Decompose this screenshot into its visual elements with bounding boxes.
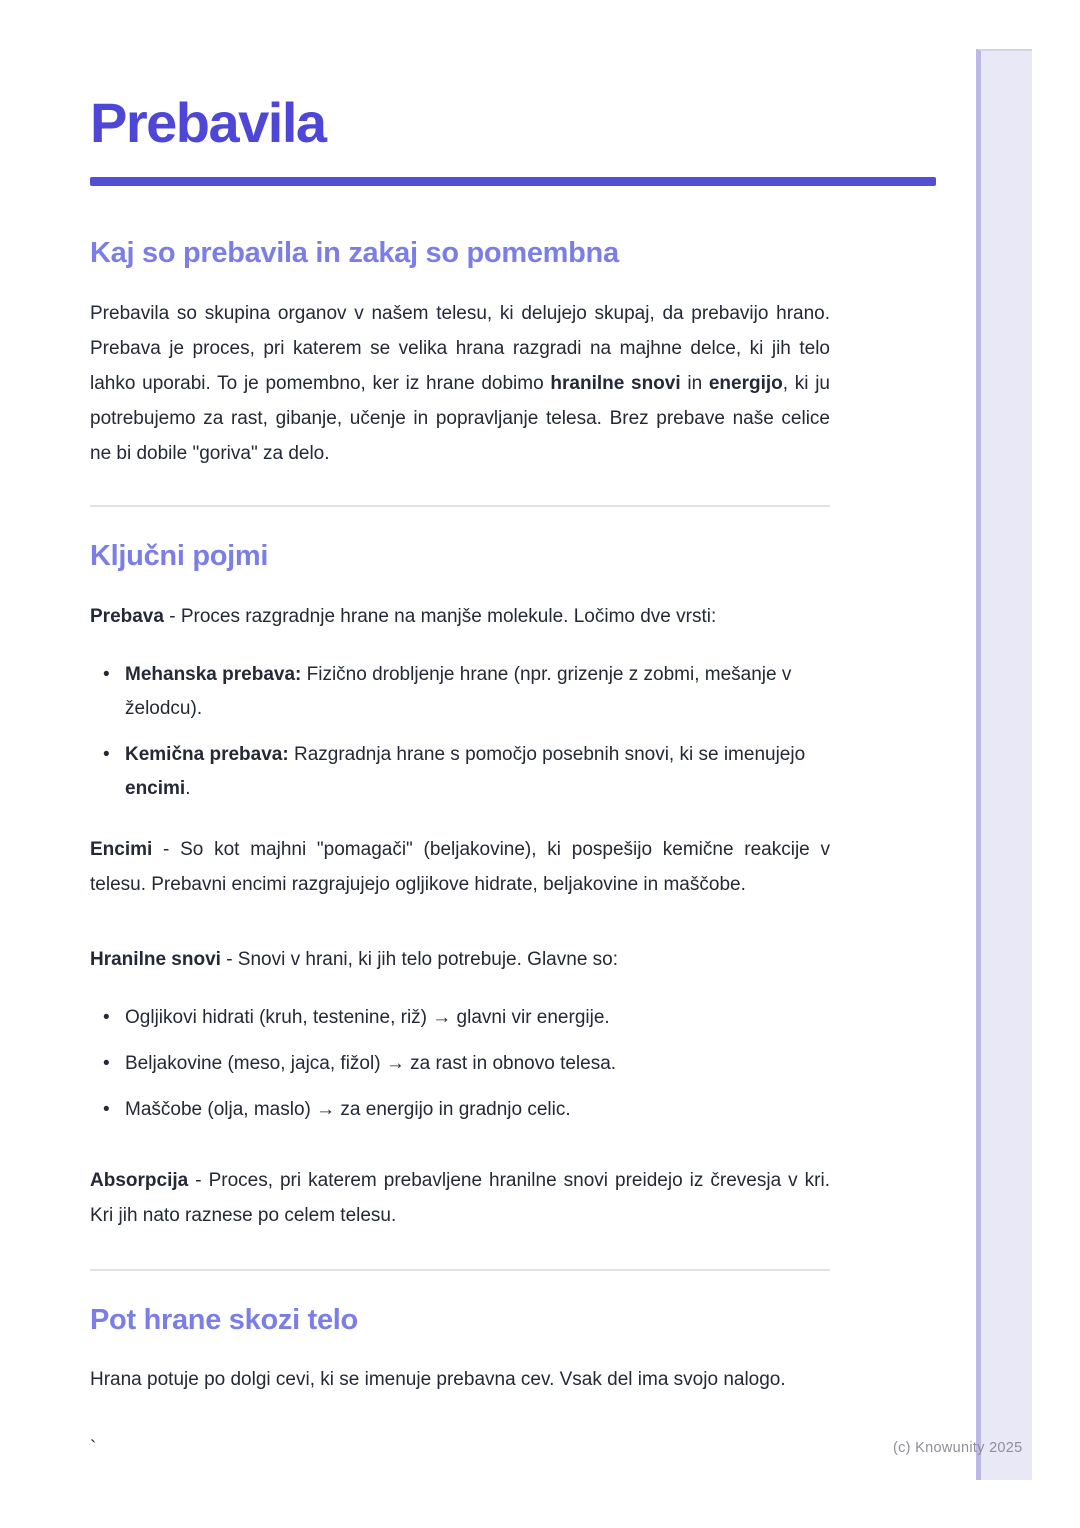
term-energijo-inline: energijo: [708, 372, 783, 394]
page-edge-strip: [976, 49, 1032, 1480]
term-kemicna-prebava: Kemična prebava:: [125, 743, 289, 765]
list-item-text: Maščobe (olja, maslo) → za energijo in gradnjo celic.: [125, 1098, 571, 1120]
document-page: [90, 0, 830, 1459]
list-item-kemicna-prebava: [125, 738, 830, 806]
nutrients-list: [90, 1001, 830, 1127]
term-hranilne-snovi-inline: hranilne snovi: [550, 372, 681, 394]
definition-text: - Snovi v hrani, ki jih telo potrebuje. Glavne so:: [220, 948, 619, 970]
section-heading-key-terms: Ključni pojmi: [90, 539, 269, 572]
definition-encimi: [90, 832, 830, 902]
section-divider: [90, 505, 830, 507]
list-item-text: Razgradnja hrane s pomočjo posebnih snovi, ki se imenujejo: [288, 743, 806, 765]
footer-copyright: (c) Knowunity 2025: [893, 1440, 1023, 1456]
list-item-text: Fizično drobljenje hrane (npr. grizenje z zobmi, mešanje v želodcu).: [125, 663, 792, 719]
stray-backtick-mark: `: [90, 1438, 97, 1460]
section-heading-intro: Kaj so prebavila in zakaj so pomembna: [90, 236, 619, 269]
definition-text: - Proces, pri katerem prebavljene hranilne snovi preidejo iz črevesja v kri. Kri jih nato raznese po celem telesu.: [90, 1169, 830, 1226]
list-item-ogljikovi-hidrati: [125, 1001, 830, 1035]
section-heading-food-path: Pot hrane skozi telo: [90, 1303, 358, 1336]
title-underline-rule: [90, 177, 936, 186]
food-path-paragraph: Hrana potuje po dolgi cevi, ki se imenuje prebavna cev. Vsak del ima svojo nalogo.: [90, 1369, 786, 1391]
term-hranilne-snovi: Hranilne snovi: [90, 948, 221, 970]
intro-text: in: [680, 372, 709, 394]
intro-text: Prebavila so skupina organov v našem telesu, ki delujejo skupaj, da prebavijo hrano. Prebava je proces, pri katerem se velika hrana razgradi na majhne delce, ki jih telo lahko uporabi. To je pomembno, ker iz hrane dobimo: [90, 302, 830, 394]
term-absorpcija: Absorpcija: [90, 1169, 189, 1191]
definition-absorpcija: [90, 1163, 830, 1233]
definition-hranilne-snovi: [90, 942, 830, 977]
list-item-mascobe: [125, 1093, 830, 1127]
list-item-text: Beljakovine (meso, jajca, fižol) → za rast in obnovo telesa.: [125, 1052, 617, 1074]
term-mehanska-prebava: Mehanska prebava:: [125, 663, 302, 685]
definition-text: - So kot majhni "pomagači" (beljakovine), ki pospešijo kemične reakcije v telesu. Prebavni encimi razgrajujejo ogljikove hidrate, beljakovine in maščobe.: [90, 838, 830, 895]
list-item-beljakovine: [125, 1047, 830, 1081]
intro-text: , ki ju potrebujemo za rast, gibanje, učenje in popravljanje telesa. Brez prebave naše celice ne bi dobile "goriva" za delo.: [90, 372, 830, 464]
page-title: Prebavila: [90, 91, 326, 154]
term-encimi: Encimi: [90, 838, 153, 860]
list-item-mehanska-prebava: [125, 658, 830, 726]
definition-text: - Proces razgradnje hrane na manjše molekule. Ločimo dve vrsti:: [163, 605, 717, 627]
list-item-text: .: [185, 777, 191, 799]
intro-paragraph: [90, 296, 830, 471]
definition-prebava: [90, 599, 830, 634]
list-item-text: Ogljikovi hidrati (kruh, testenine, riž) → glavni vir energije.: [125, 1006, 610, 1028]
section-divider: [90, 1269, 830, 1271]
term-prebava: Prebava: [90, 605, 164, 627]
term-encimi-inline: encimi: [125, 777, 186, 799]
digestion-types-list: [90, 658, 830, 806]
